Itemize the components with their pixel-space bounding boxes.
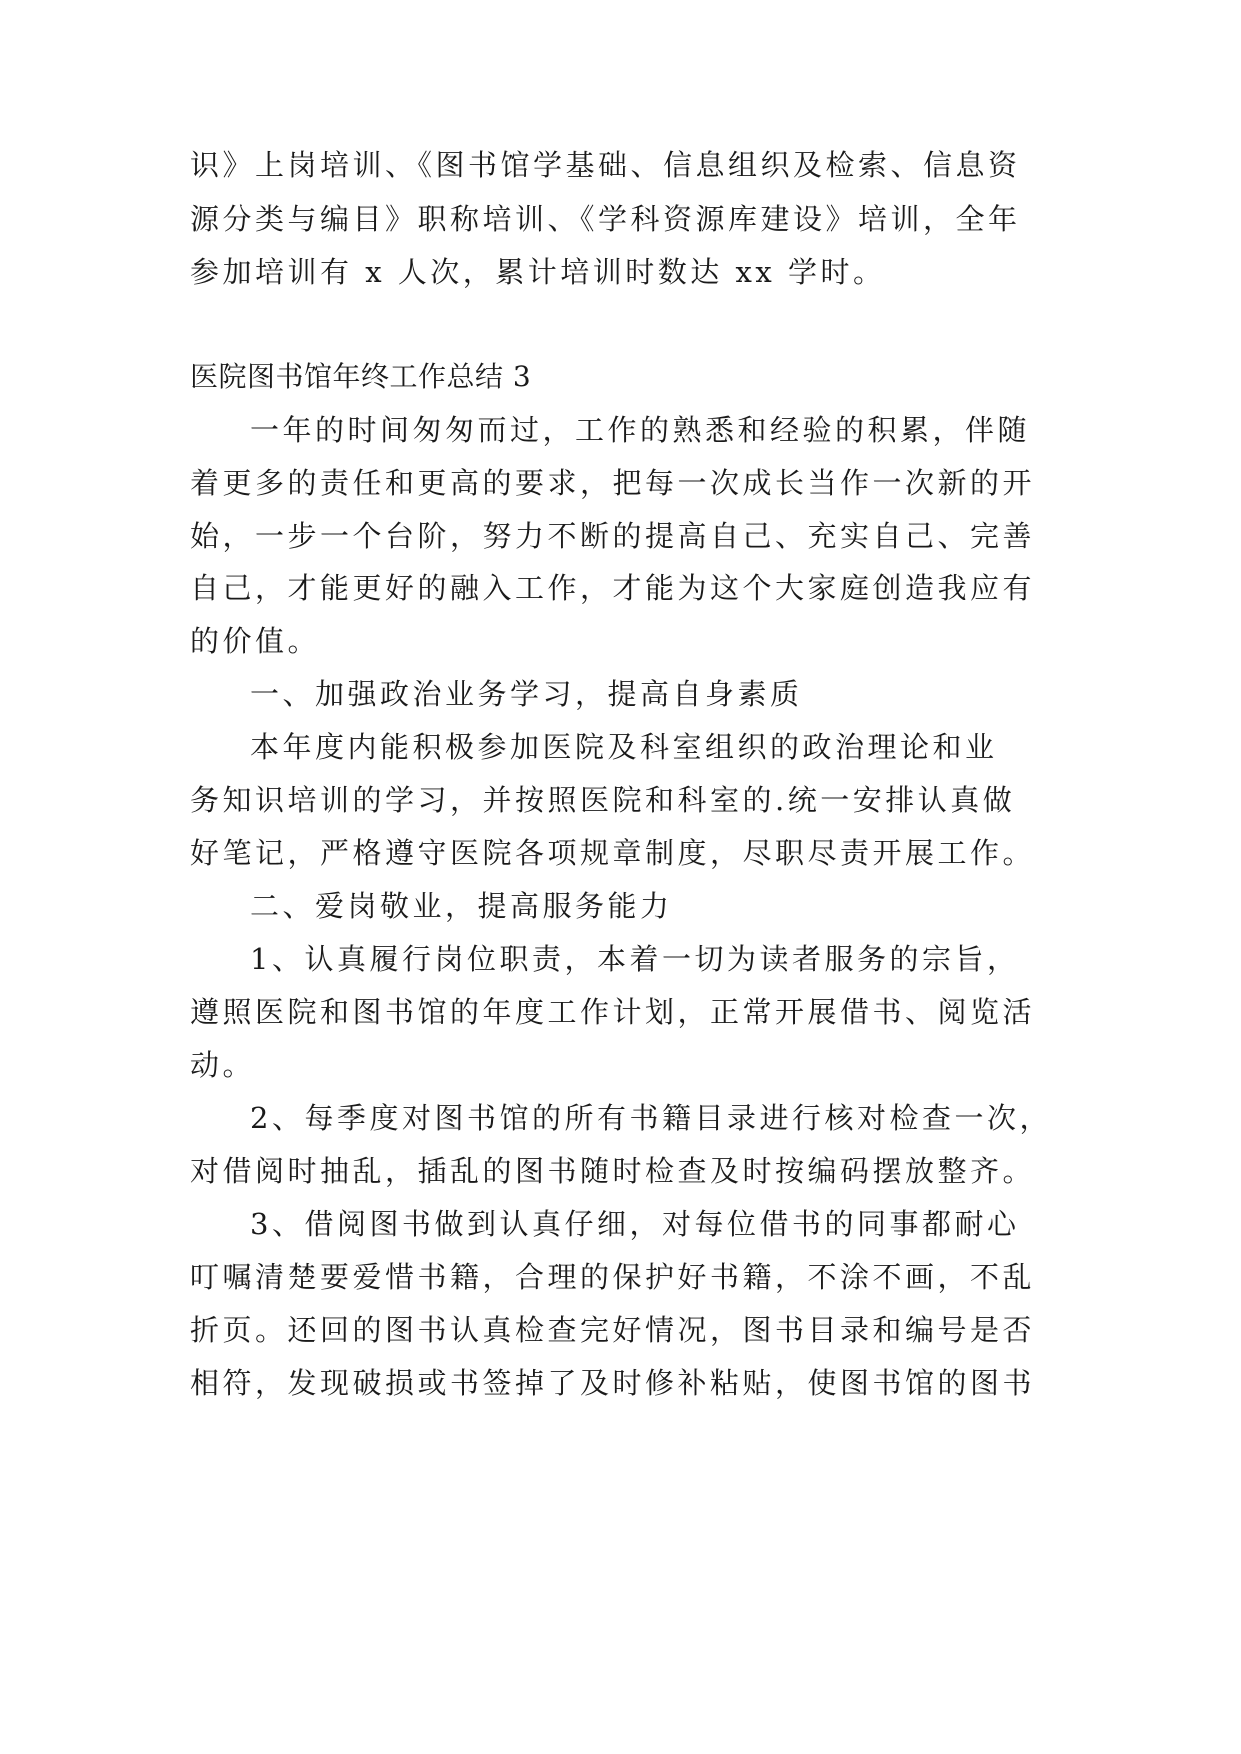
paragraph-line: 务知识培训的学习，并按照医院和科室的.统一安排认真做 [190,783,1016,817]
section-heading: 一、加强政治业务学习，提高自身素质 [250,677,803,711]
paragraph-line: 识》上岗培训、《图书馆学基础、信息组织及检索、信息资 [190,148,1021,182]
paragraph-line: 参加培训有 x 人次，累计培训时数达 xx 学时。 [190,255,886,289]
list-item-line: 相符，发现破损或书签掉了及时修补粘贴，使图书馆的图书 [190,1366,1036,1400]
list-item-line: 动。 [190,1048,256,1082]
paragraph-line: 本年度内能积极参加医院及科室组织的政治理论和业 [250,730,998,764]
section-heading: 二、爱岗敬业，提高服务能力 [250,889,673,923]
paragraph-line: 源分类与编目》职称培训、《学科资源库建设》培训，全年 [190,202,1021,236]
paragraph-line: 一年的时间匆匆而过，工作的熟悉和经验的积累，伴随 [250,413,1031,447]
section-title: 医院图书馆年终工作总结 3 [190,360,532,393]
list-item-line: 3、借阅图书做到认真仔细，对每位借书的同事都耐心 [250,1207,1020,1241]
list-item-line: 折页。还回的图书认真检查完好情况，图书目录和编号是否 [190,1313,1036,1347]
paragraph-line: 自己，才能更好的融入工作，才能为这个大家庭创造我应有 [190,571,1036,605]
paragraph-line: 好笔记，严格遵守医院各项规章制度，尽职尽责开展工作。 [190,836,1036,870]
list-item-line: 叮嘱清楚要爱惜书籍，合理的保护好书籍，不涂不画，不乱 [190,1260,1036,1294]
list-item-line: 对借阅时抽乱，插乱的图书随时检查及时按编码摆放整齐。 [190,1154,1036,1188]
list-item-line: 2、每季度对图书馆的所有书籍目录进行核对检查一次， [250,1101,1052,1135]
paragraph-line: 着更多的责任和更高的要求，把每一次成长当作一次新的开 [190,466,1036,500]
list-item-line: 1、认真履行岗位职责，本着一切为读者服务的宗旨， [250,942,1020,976]
paragraph-line: 始，一步一个台阶，努力不断的提高自己、充实自己、完善 [190,519,1036,553]
list-item-line: 遵照医院和图书馆的年度工作计划，正常开展借书、阅览活 [190,995,1036,1029]
paragraph-line: 的价值。 [190,624,321,658]
